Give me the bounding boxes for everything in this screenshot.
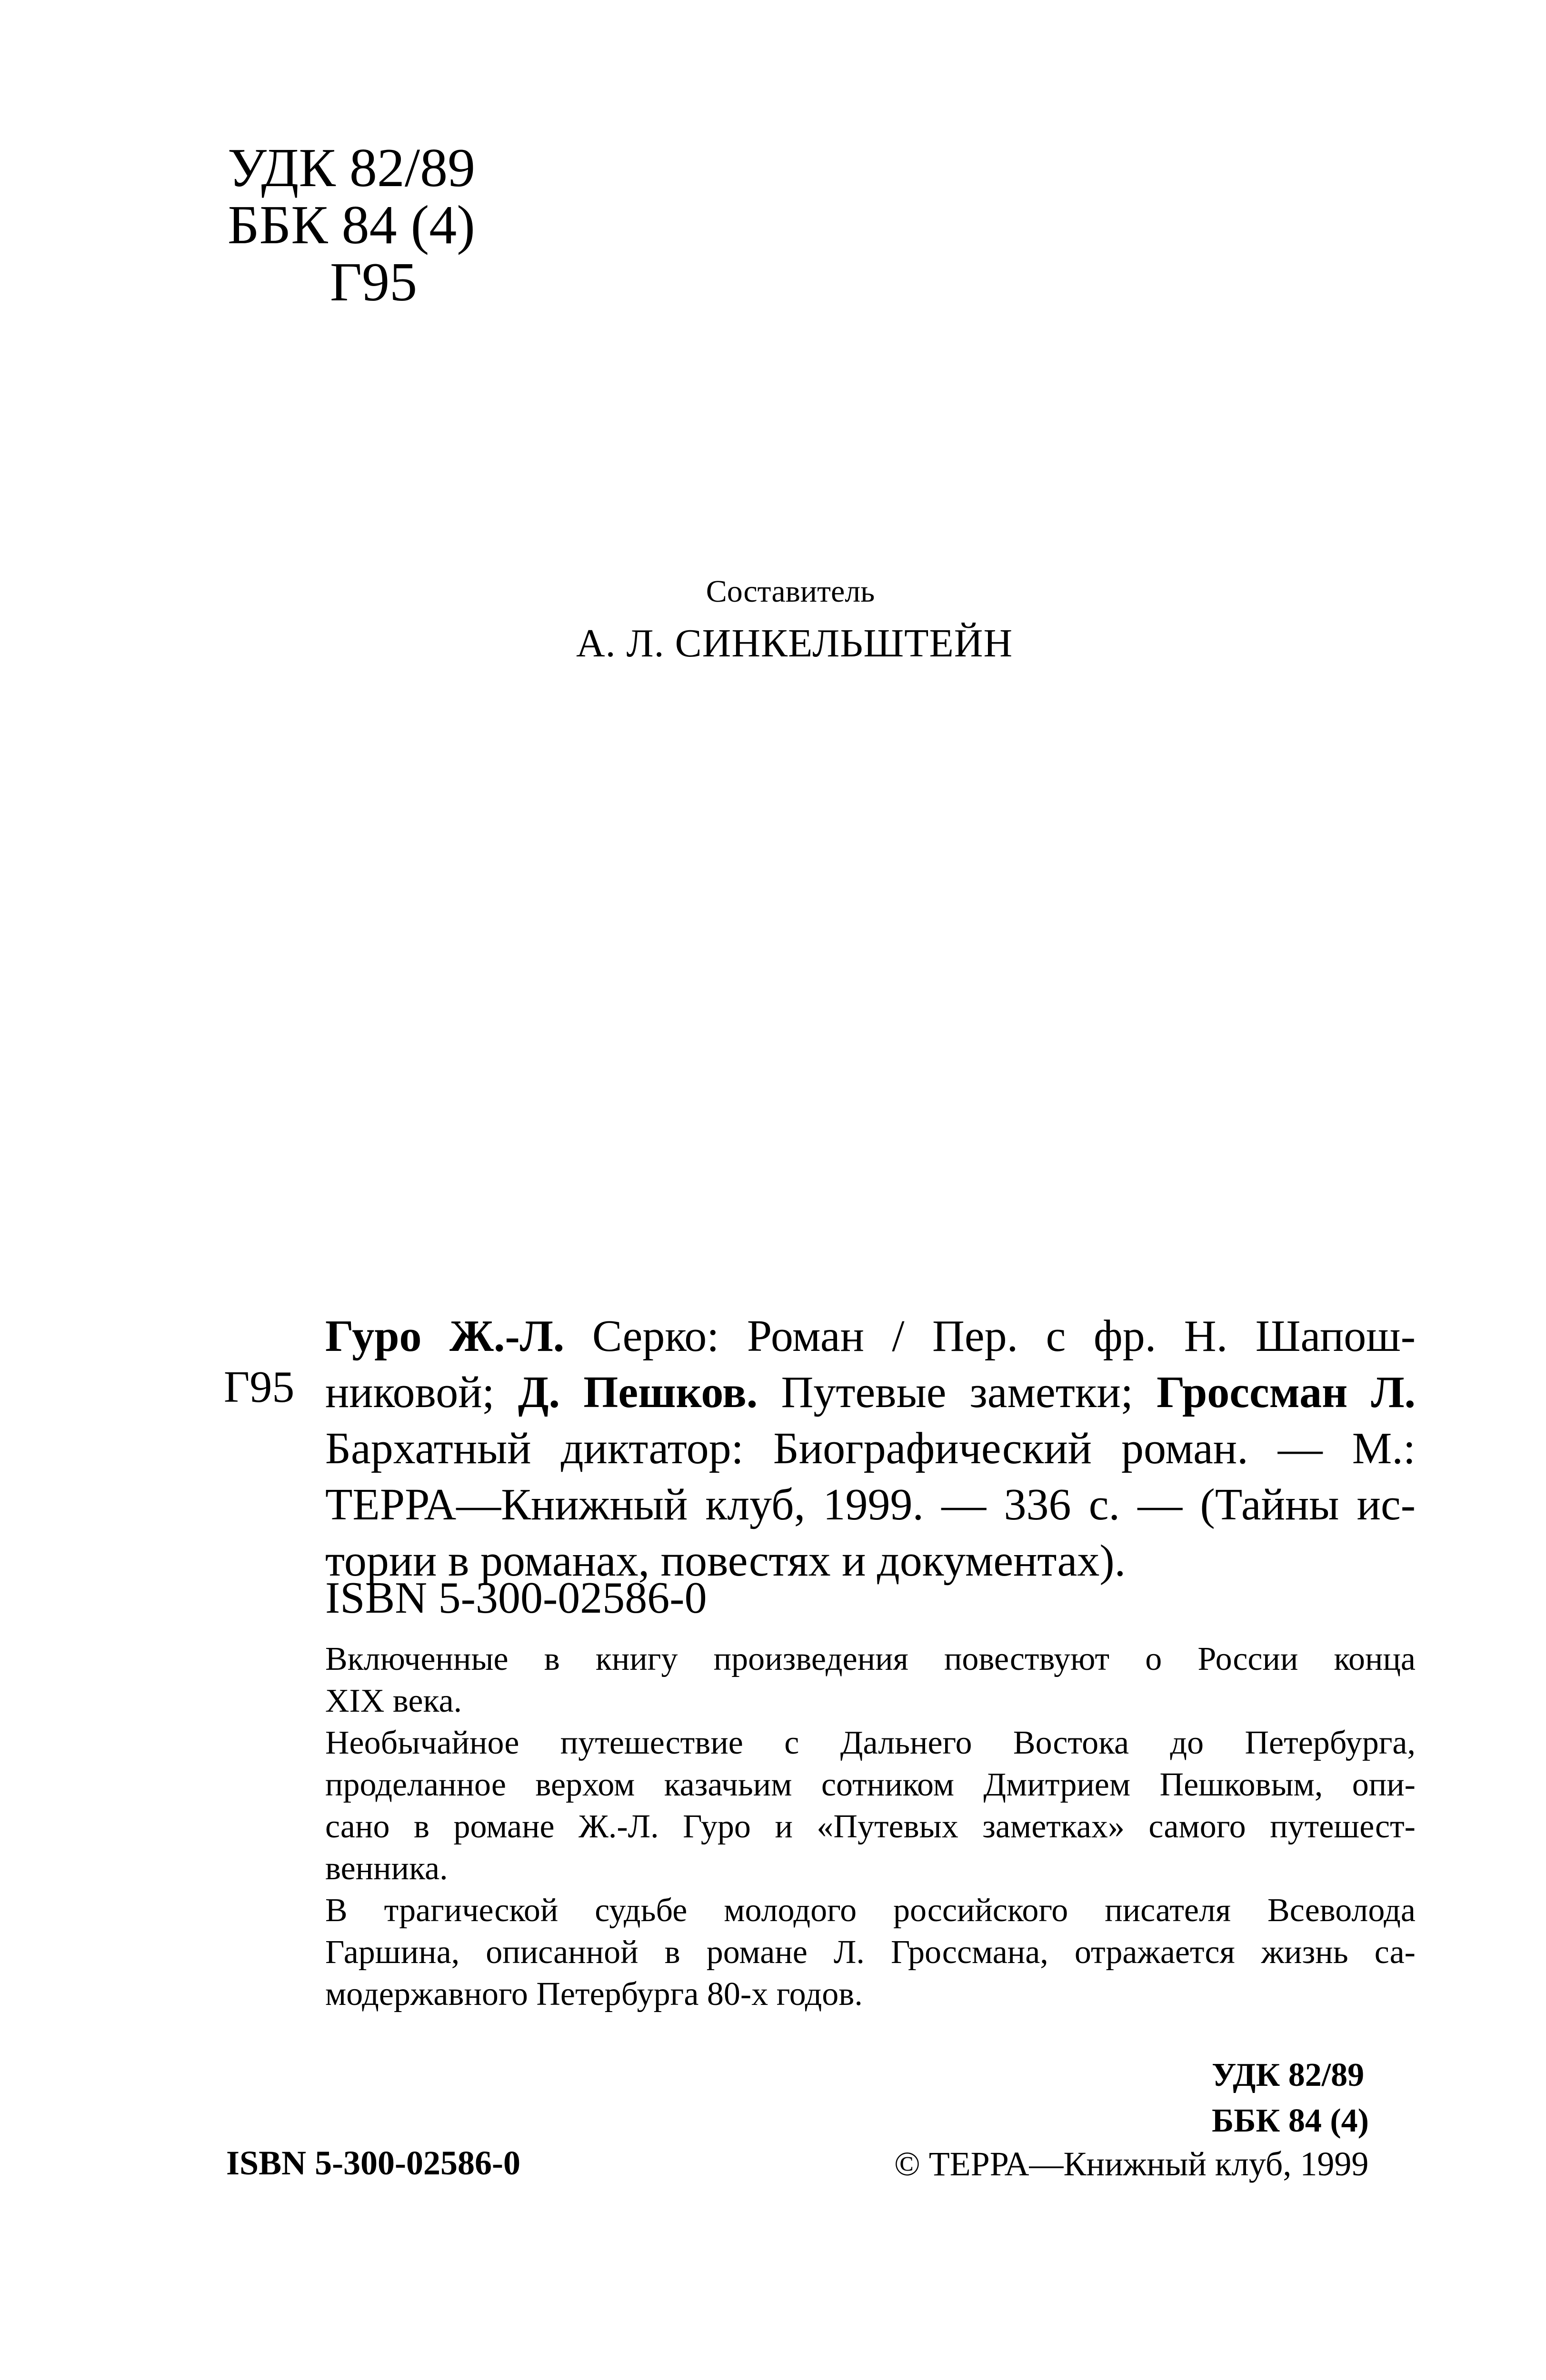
author-grossman: Гроссман Л.: [1157, 1368, 1416, 1417]
udk-code: УДК 82/89: [228, 138, 476, 198]
annotation-line: Гаршина, описанной в романе Л. Гроссмана, отражается жизнь са-: [325, 1934, 1416, 1971]
compiler-name: А. Л. СИНКЕЛЬШТЕЙН: [576, 621, 1013, 665]
annotation-line: XIX века.: [325, 1683, 462, 1719]
annotation-line: В трагической судьбе молодого российского писателя Всеволода: [325, 1892, 1416, 1929]
biblio-line-4: ТЕРРА—Книжный клуб, 1999. — 336 с. — (Тайны ис-: [325, 1480, 1416, 1529]
bbk-code: ББК 84 (4): [228, 195, 475, 256]
annotation: [325, 1638, 1416, 2015]
biblio-line-5: тории в романах, повестях и документах).: [325, 1536, 1126, 1586]
index-mark: Г95: [224, 1362, 295, 1412]
biblio-line-2-mid: Путевые заметки;: [758, 1368, 1157, 1417]
isbn-main: ISBN 5-300-02586-0: [325, 1573, 707, 1623]
annotation-line: Необычайное путешествие с Дальнего Востока до Петербурга,: [325, 1725, 1416, 1761]
classification-block: [228, 140, 475, 312]
bottom-bbk: ББК 84 (4): [1212, 2102, 1369, 2139]
bibliographic-entry: [325, 1308, 1416, 1589]
biblio-line-3: Бархатный диктатор: Биографический роман. — М.:: [325, 1424, 1416, 1473]
annotation-line: сано в романе Ж.-Л. Гуро и «Путевых заметках» самого путешест-: [325, 1808, 1416, 1845]
compiler-role: Составитель: [706, 574, 875, 609]
annotation-line: венника.: [325, 1850, 448, 1887]
biblio-line-2: [325, 1364, 1416, 1420]
isbn-bottom: ISBN 5-300-02586-0: [226, 2144, 521, 2182]
annotation-line: Включенные в книгу произведения повествуют о России конца: [325, 1641, 1416, 1677]
author-peshkov: Д. Пешков.: [518, 1368, 758, 1417]
author-mark: Г95: [330, 252, 418, 313]
author-guro: Гуро Ж.-Л.: [325, 1311, 565, 1361]
biblio-line-1: [325, 1308, 1416, 1364]
annotation-line: модержавного Петербурга 80-х годов.: [325, 1976, 863, 2013]
copyright-notice: © ТЕРРА—Книжный клуб, 1999: [894, 2145, 1369, 2183]
bottom-classification: [1212, 2053, 1369, 2144]
annotation-line: проделанное верхом казачьим сотником Дмитрием Пешковым, опи-: [325, 1766, 1416, 1803]
biblio-line-1-text: Серко: Роман / Пер. с фр. Н. Шапош-: [564, 1311, 1416, 1361]
biblio-line-2-pre: никовой;: [325, 1368, 518, 1417]
bottom-udk: УДК 82/89: [1212, 2057, 1365, 2093]
compiler-block: [576, 574, 1013, 665]
